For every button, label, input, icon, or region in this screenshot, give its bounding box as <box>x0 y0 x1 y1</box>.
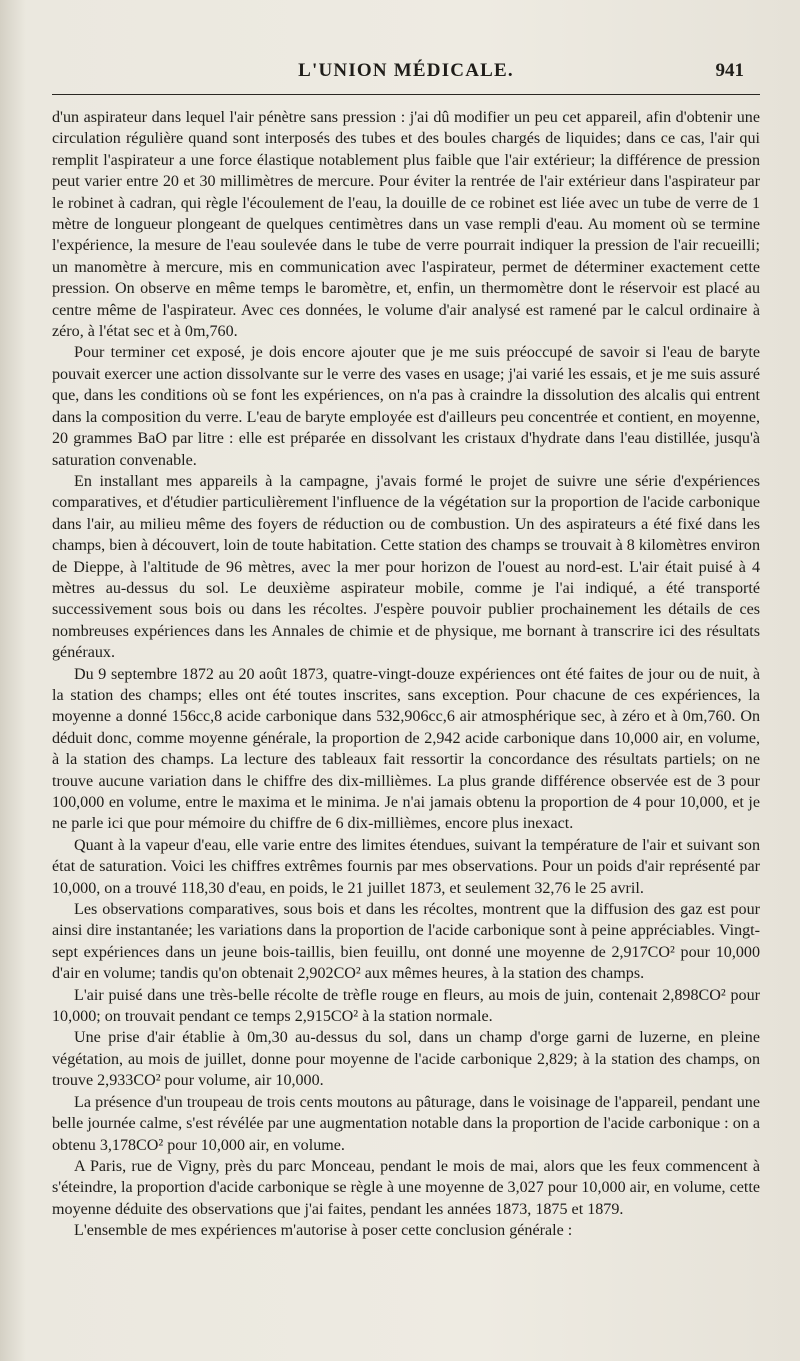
paragraph: L'ensemble de mes expériences m'autorise à poser cette conclusion générale : <box>74 1222 573 1240</box>
paragraph: En installant mes appareils à la campagne, j'avais formé le projet de suivre une série d'expériences comparatives, et d'étudier particulièrement l'influence de la végétation sur la proportion de l'acide carbonique dans l'air, au milieu même des foyers de réduction ou de combustion. Un des aspirateurs a été fixé dans les champs, bien à découvert, loin de toute habitation. Cette station des champs se trouvait à 8 kilomètres environ de Dieppe, à l'altitude de 96 mètres, avec la mer pour horizon de l'ouest au nord-est. L'air était puisé à 4 mètres au-dessus du sol. Le deuxième aspirateur mobile, comme je l'ai indiqué, a été transporté successivement sous bois ou dans les récoltes. J'espère pouvoir publier prochainement les détails de ces nombreuses expériences dans les Annales de chimie et de physique, me bornant à transcrire ici des résultats généraux. <box>52 472 760 662</box>
paragraph: Pour terminer cet exposé, je dois encore ajouter que je me suis préoccupé de savoir si l'eau de baryte pouvait exercer une action dissolvante sur le verre des vases en usage; j'ai varié les essais, et je me suis assuré que, dans les conditions où se font les expériences, on n'a pas à craindre la dissolution des alcalis qui entrent dans la composition du verre. L'eau de baryte employée est d'ailleurs peu concentrée et contient, en moyenne, 20 grammes BaO par litre : elle est préparée en dissolvant les cristaux d'hydrate dans l'eau distillée, jusqu'à saturation convenable. <box>52 344 760 469</box>
page-number: 941 <box>715 60 744 81</box>
paragraph: A Paris, rue de Vigny, près du parc Monceau, pendant le mois de mai, alors que les feux commencent à s'éteindre, la proportion d'acide carbonique se règle à une moyenne de 3,027 pour 10,000 air, en volume, cette moyenne déduite des observations que j'ai faites, pendant les années 1873, 1875 et 1879. <box>52 1157 760 1218</box>
page-header <box>52 54 760 95</box>
paragraph: Quant à la vapeur d'eau, elle varie entre des limites étendues, suivant la température de l'air et suivant son état de saturation. Voici les chiffres extrêmes fournis par mes observations. Pour un poids d'air représenté par 10,000, on a trouvé 118,30 d'eau, en poids, le 21 juillet 1873, et seulement 32,76 le 25 avril. <box>52 836 760 897</box>
article-body <box>52 107 760 1242</box>
paragraph: Les observations comparatives, sous bois et dans les récoltes, montrent que la diffusion des gaz est pour ainsi dire instantanée; les variations dans la proportion de l'acide carbonique sont à peine appréciables. Vingt-sept expériences dans un jeune bois-taillis, bien feuillu, ont donné une moyenne de 2,917CO² pour 10,000 d'air en volume; tandis qu'on obtenait 2,902CO² aux mêmes heures, à la station des champs. <box>52 901 760 983</box>
running-title: L'UNION MÉDICALE. <box>298 60 514 81</box>
paragraph: Du 9 septembre 1872 au 20 août 1873, quatre-vingt-douze expériences ont été faites de jour ou de nuit, à la station des champs; elles ont été toutes inscrites, sans exception. Pour chacune de ces expériences, la moyenne a donné 156cc,8 acide carbonique dans 532,906cc,6 air atmosphérique sec, à zéro et à 0m,760. On déduit donc, comme moyenne générale, la proportion de 2,942 acide carbonique dans 10,000 air, en volume, à la station des champs. La lecture des tableaux fait ressortir la concordance des résultats partiels; on ne trouve aucune variation dans le chiffre des dix-millièmes. La plus grande différence observée est de 3 pour 100,000 en volume, entre le maxima et le minima. Je n'ai jamais obtenu la proportion de 4 pour 10,000, et je ne parle ici que pour mémoire du chiffre de 6 dix-millièmes, encore plus inexact. <box>52 665 760 833</box>
paragraph: d'un aspirateur dans lequel l'air pénètre sans pression : j'ai dû modifier un peu cet appareil, afin d'obtenir une circulation régulière quand sont interposés des tubes et des boules chargés de liquides; dans ce cas, l'air qui remplit l'aspirateur a une force élastique notablement plus faible que l'air extérieur; la différence de pression peut varier entre 20 et 30 millimètres de mercure. Pour éviter la rentrée de l'air extérieur dans l'aspirateur par le robinet à cadran, qui règle l'écoulement de l'eau, la douille de ce robinet est liée avec un tube de verre de 1 mètre de longueur plongeant de quelques centimètres dans un vase rempli d'eau. Au moment où se termine l'expérience, la mesure de l'eau soulevée dans le tube de verre pourrait indiquer la pression de l'air recueilli; un manomètre à mercure, mis en communication avec l'aspirateur, permet de déterminer exactement cette pression. On observe en même temps le baromètre, et, enfin, un thermomètre dont le réservoir est placé au centre même de l'aspirateur. Avec ces données, le volume d'air analysé est ramené par le calcul ordinaire à zéro, à l'état sec et à 0m,760. <box>52 109 760 341</box>
paragraph: L'air puisé dans une très-belle récolte de trèfle rouge en fleurs, au mois de juin, contenait 2,898CO² pour 10,000; on trouvait pendant ce temps 2,915CO² à la station normale. <box>52 986 760 1026</box>
paragraph: La présence d'un troupeau de trois cents moutons au pâturage, dans le voisinage de l'appareil, pendant une belle journée calme, s'est révélée par une augmentation notable dans la proportion de l'acide carbonique : on a obtenu 3,178CO² pour 10,000 air, en volume. <box>52 1093 760 1154</box>
paragraph: Une prise d'air établie à 0m,30 au-dessus du sol, dans un champ d'orge garni de luzerne, en pleine végétation, au mois de juillet, donne pour moyenne de l'acide carbonique 2,829; à la station des champs, on trouve 2,933CO² pour volume, air 10,000. <box>52 1029 760 1090</box>
